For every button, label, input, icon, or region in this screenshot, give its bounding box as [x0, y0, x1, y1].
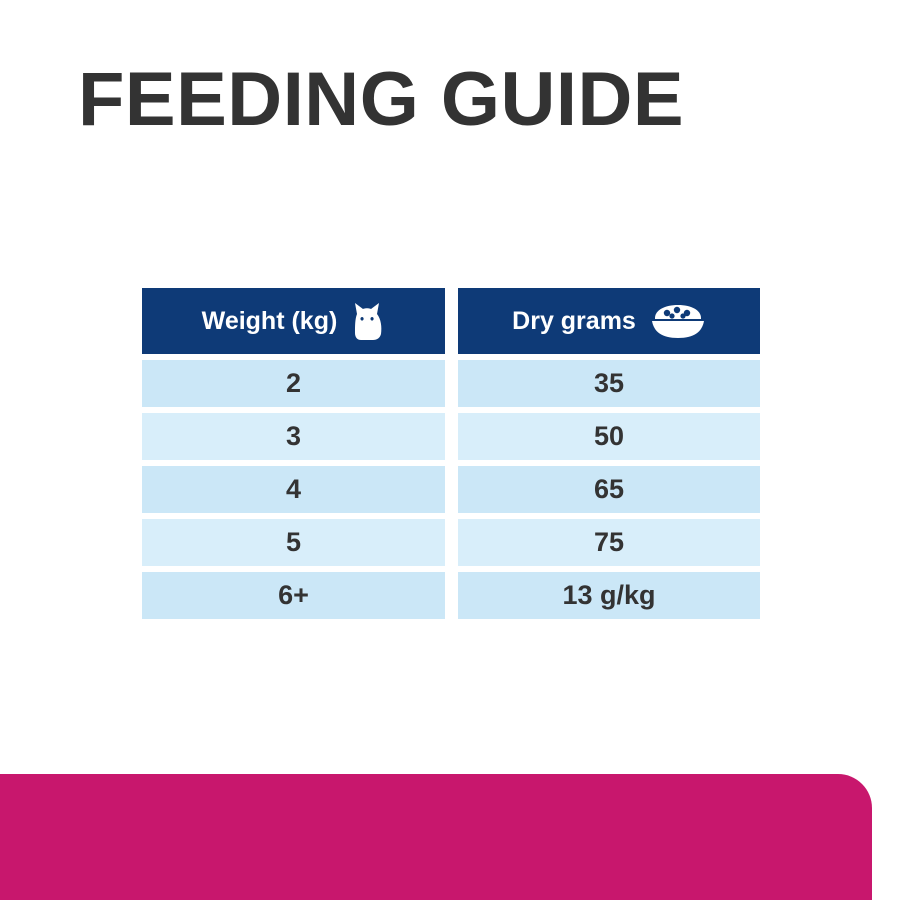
header-label-weight: Weight (kg)	[201, 306, 338, 335]
cell-dry-grams: 35	[458, 360, 760, 407]
header-label-dry-grams: Dry grams	[512, 306, 636, 335]
cell-weight: 5	[142, 519, 445, 566]
footer-band	[0, 774, 872, 900]
table-header-row	[142, 288, 760, 354]
header-cell-weight	[142, 288, 445, 354]
cell-dry-grams: 13 g/kg	[458, 572, 760, 619]
cell-weight: 3	[142, 413, 445, 460]
cell-dry-grams: 65	[458, 466, 760, 513]
table-row	[142, 466, 760, 513]
table-row	[142, 360, 760, 407]
page-title: FEEDING GUIDE	[78, 57, 685, 142]
cat-icon	[351, 301, 385, 341]
cell-weight: 2	[142, 360, 445, 407]
feeding-guide-table	[142, 288, 760, 625]
cell-dry-grams: 50	[458, 413, 760, 460]
cell-weight: 4	[142, 466, 445, 513]
cell-dry-grams: 75	[458, 519, 760, 566]
food-bowl-icon	[650, 302, 706, 340]
header-cell-dry-grams	[458, 288, 760, 354]
table-row	[142, 572, 760, 619]
cell-weight: 6+	[142, 572, 445, 619]
table-row	[142, 413, 760, 460]
table-row	[142, 519, 760, 566]
